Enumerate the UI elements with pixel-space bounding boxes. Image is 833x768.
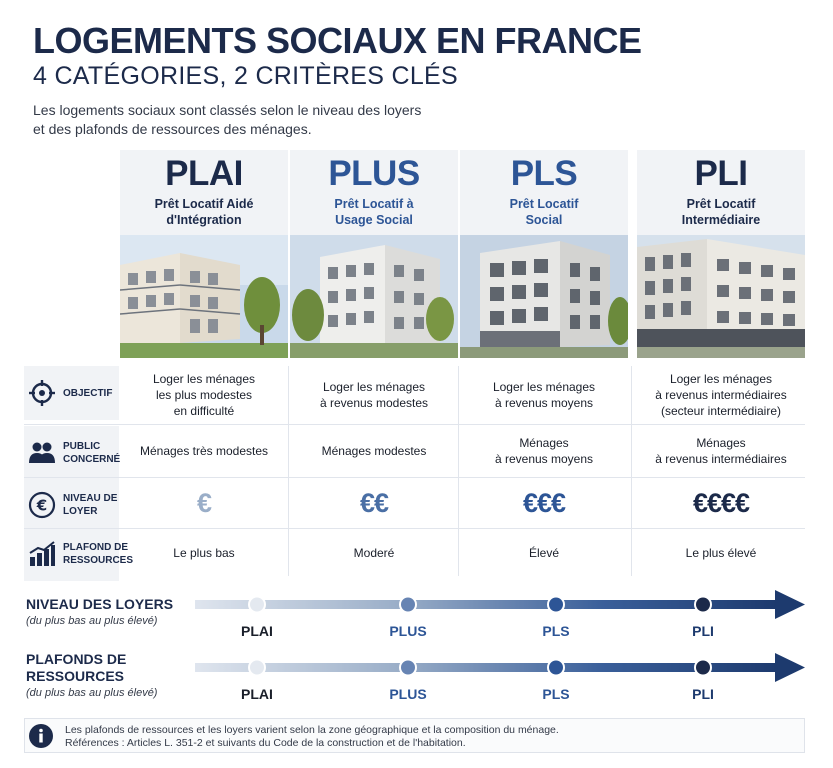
scale-point-label: PLI <box>692 686 714 702</box>
scale-caption: (du plus bas au plus élevé) <box>26 687 158 699</box>
category-name-line-2: d'Intégration <box>166 213 242 227</box>
row-label-loyer <box>24 478 119 532</box>
table-cell <box>120 366 288 424</box>
table-cell <box>637 478 805 528</box>
cell-line: Ménages <box>519 436 569 450</box>
category-name-line-1: Prêt Locatif Aidé <box>154 197 254 211</box>
table-cell <box>290 366 458 424</box>
category-name-line-2: Intermédiaire <box>681 213 761 227</box>
row-label-line-2: LOYER <box>63 506 98 517</box>
table-cell <box>290 529 458 577</box>
cell-line: Moderé <box>353 546 395 560</box>
row-label-text <box>63 387 112 400</box>
category-code: PLI <box>694 154 748 193</box>
cell-line: (secteur intermédiaire) <box>660 404 782 418</box>
cell-line: Ménages modestes <box>321 444 427 458</box>
scale-point-label: PLUS <box>389 623 427 639</box>
cell-line: Loger les ménages <box>322 380 426 394</box>
cell-line: les plus modestes <box>155 388 253 402</box>
category-code: PLAI <box>165 154 243 193</box>
row-label-line-2: RESSOURCES <box>63 555 134 566</box>
table-cell <box>120 478 288 528</box>
row-label-line-1: OBJECTIF <box>63 387 113 399</box>
scale-point-label: PLS <box>542 686 570 702</box>
row-label-objectif <box>24 366 119 420</box>
cell-line: Ménages <box>696 436 746 450</box>
scale-point-label: PLUS <box>389 686 427 702</box>
table-cell <box>290 425 458 477</box>
scale-arrow-loyers <box>190 588 810 622</box>
category-name <box>460 196 628 228</box>
scale-point-label: PLS <box>542 623 570 639</box>
cell-line: en difficulté <box>173 404 235 418</box>
footnote-line-1: Les plafonds de ressources et les loyers varient selon la zone géographique et la composition du ménage. <box>65 724 559 736</box>
row-label-public <box>24 426 119 480</box>
scale-caption: (du plus bas au plus élevé) <box>26 615 158 627</box>
building-image <box>290 235 458 358</box>
cell-line: Ménages très modestes <box>139 444 269 458</box>
euro-icon <box>27 490 57 520</box>
scale-point-label: PLAI <box>241 623 273 639</box>
cell-line: à revenus modestes <box>319 396 429 410</box>
category-name <box>637 196 805 228</box>
scale-title-line-2: RESSOURCES <box>26 668 125 684</box>
rent-level-symbol: €€€ <box>522 488 566 518</box>
category-name-line-1: Prêt Locatif <box>509 197 579 211</box>
intro-text <box>33 101 421 139</box>
table-cell <box>637 529 805 577</box>
row-label-text <box>63 492 117 518</box>
column-divider <box>458 366 459 576</box>
category-card-plai <box>120 150 288 358</box>
row-label-line-1: PLAFOND DE <box>63 542 128 553</box>
cell-line: Le plus bas <box>173 546 235 560</box>
table-cell <box>460 366 628 424</box>
rent-level-symbol: €€€€ <box>692 488 750 518</box>
footnote-text <box>65 724 559 750</box>
svg-text:€: € <box>36 496 48 515</box>
table-cell <box>460 478 628 528</box>
table-cell <box>637 366 805 424</box>
rent-level-symbol: €€ <box>359 488 389 518</box>
category-name-line-2: Usage Social <box>335 213 413 227</box>
column-divider <box>631 366 632 576</box>
rent-level-symbol: € <box>196 488 212 518</box>
column-divider <box>288 366 289 576</box>
table-cell <box>460 425 628 477</box>
scale-title-loyers: NIVEAU DES LOYERS <box>26 596 174 612</box>
category-card-pls <box>460 150 628 358</box>
intro-line-2: et des plafonds de ressources des ménages. <box>33 121 312 137</box>
row-label-line-2: CONCERNÉ <box>63 454 121 465</box>
scale-point-label: PLAI <box>241 686 273 702</box>
row-label-line-1: PUBLIC <box>63 441 101 452</box>
footnote-box <box>24 718 805 753</box>
table-cell <box>120 529 288 577</box>
category-code: PLUS <box>328 154 420 193</box>
scale-title-line-1: PLAFONDS DE <box>26 651 127 667</box>
category-code: PLS <box>510 154 578 193</box>
cell-line: à revenus moyens <box>494 396 594 410</box>
cell-line: à revenus intermédiaires <box>655 388 787 402</box>
table-cell <box>637 425 805 477</box>
page-subtitle: 4 CATÉGORIES, 2 CRITÈRES CLÉS <box>33 62 459 90</box>
cell-line: Loger les ménages <box>669 372 773 386</box>
scale-point-label: PLI <box>692 623 714 639</box>
info-icon <box>28 723 54 749</box>
category-card-plus <box>290 150 458 358</box>
cell-line: à revenus intermédiaires <box>655 452 787 466</box>
category-name-line-2: Social <box>525 213 563 227</box>
cell-line: Loger les ménages <box>492 380 596 394</box>
row-label-text <box>63 440 120 466</box>
scale-arrow-ressources <box>190 651 810 685</box>
category-name <box>120 196 288 228</box>
table-cell <box>460 529 628 577</box>
people-icon <box>27 438 57 468</box>
building-image <box>637 235 805 358</box>
bar-chart-icon <box>27 539 57 569</box>
row-label-line-1: NIVEAU DE <box>63 493 118 504</box>
category-name <box>290 196 458 228</box>
table-cell <box>290 478 458 528</box>
table-cell <box>120 425 288 477</box>
building-image <box>460 235 628 358</box>
intro-line-1: Les logements sociaux sont classés selon le niveau des loyers <box>33 102 422 118</box>
footnote-line-2: Références : Articles L. 351-2 et suivants du Code de la construction et de l'habitation. <box>65 737 466 749</box>
cell-line: Loger les ménages <box>152 372 256 386</box>
cell-line: Élevé <box>528 546 560 560</box>
row-label-ressources <box>24 527 134 581</box>
category-name-line-1: Prêt Locatif à <box>334 197 414 211</box>
scale-title-ressources <box>26 651 126 685</box>
category-name-line-1: Prêt Locatif <box>686 197 756 211</box>
building-image <box>120 235 288 358</box>
page-title: LOGEMENTS SOCIAUX EN FRANCE <box>33 20 642 61</box>
target-icon <box>27 378 57 408</box>
category-card-pli <box>637 150 805 358</box>
cell-line: à revenus moyens <box>494 452 594 466</box>
cell-line: Le plus élevé <box>685 546 757 560</box>
